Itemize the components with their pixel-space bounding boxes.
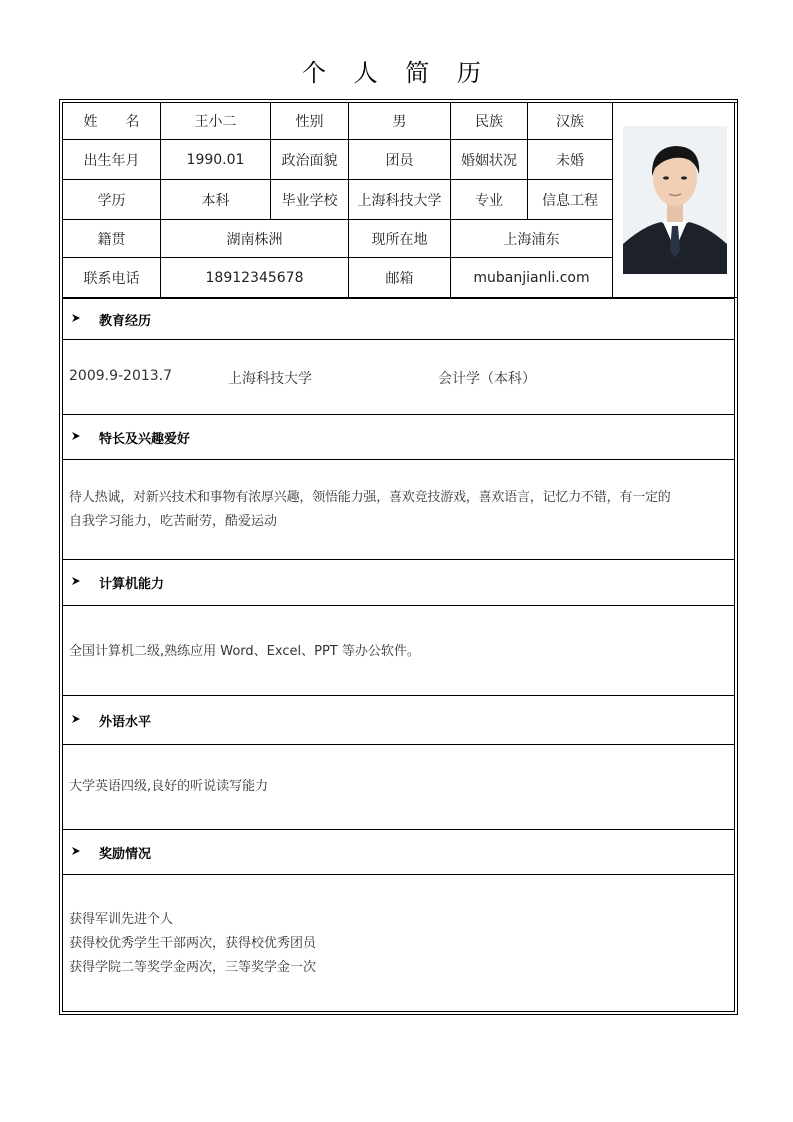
award-item: 获得校优秀学生干部两次，获得校优秀团员 xyxy=(69,936,317,951)
awards-heading: 奖励情况 xyxy=(99,846,152,862)
residence-value: 上海浦东 xyxy=(451,220,613,258)
education-period: 2009.9-2013.7 xyxy=(69,368,173,384)
computer-text: 全国计算机二级,熟练应用 Word、Excel、PPT 等办公软件。 xyxy=(69,644,420,659)
awards-section-header xyxy=(63,829,734,874)
phone-label: 联系电话 xyxy=(63,258,161,298)
ethnicity-value: 汉族 xyxy=(528,103,613,140)
hobbies-heading: 特长及兴趣爱好 xyxy=(99,431,191,447)
computer-section-body xyxy=(63,605,734,695)
chevron-right-icon xyxy=(71,713,83,728)
education-label: 学历 xyxy=(63,180,161,220)
gender-label: 性别 xyxy=(271,103,349,140)
school-value: 上海科技大学 xyxy=(349,180,451,220)
page-title: 个 人 简 历 xyxy=(302,59,491,87)
hobbies-text-line: 待人热诚，对新兴技术和事物有浓厚兴趣，领悟能力强，喜欢竞技游戏，喜欢语言，记忆力不错，有一定的 xyxy=(69,490,671,505)
major-value: 信息工程 xyxy=(528,180,613,220)
email-value: mubanjianli.com xyxy=(451,258,613,298)
education-school: 上海科技大学 xyxy=(228,371,312,387)
chevron-right-icon xyxy=(71,575,83,590)
profile-photo xyxy=(623,126,727,274)
language-text: 大学英语四级,良好的听说读写能力 xyxy=(69,779,269,794)
political-label: 政治面貌 xyxy=(271,140,349,180)
computer-section-header xyxy=(63,559,734,605)
origin-value: 湖南株洲 xyxy=(161,220,349,258)
birth-value: 1990.01 xyxy=(161,140,271,180)
education-section-header xyxy=(63,298,734,339)
education-section-body xyxy=(63,339,734,414)
photo-cell xyxy=(613,103,738,298)
language-section-header xyxy=(63,695,734,744)
marital-value: 未婚 xyxy=(528,140,613,180)
education-major: 会计学（本科） xyxy=(438,371,536,387)
residence-label: 现所在地 xyxy=(349,220,451,258)
ethnicity-label: 民族 xyxy=(451,103,528,140)
hobbies-section-header xyxy=(63,414,734,459)
hobbies-section-body xyxy=(63,459,734,559)
award-item: 获得学院二等奖学金两次，三等奖学金一次 xyxy=(69,960,317,975)
language-section-body xyxy=(63,744,734,829)
basic-info-table xyxy=(62,102,738,298)
chevron-right-icon xyxy=(71,845,83,860)
school-label: 毕业学校 xyxy=(271,180,349,220)
chevron-right-icon xyxy=(71,430,83,445)
name-value: 王小二 xyxy=(161,103,271,140)
political-value: 团员 xyxy=(349,140,451,180)
info-row xyxy=(63,103,738,140)
birth-label: 出生年月 xyxy=(63,140,161,180)
email-label: 邮箱 xyxy=(349,258,451,298)
awards-section-body xyxy=(63,874,734,1011)
resume-frame xyxy=(59,99,738,1015)
award-item: 获得军训先进个人 xyxy=(69,912,174,927)
hobbies-text-line: 自我学习能力，吃苦耐劳，酷爱运动 xyxy=(69,514,278,529)
gender-value: 男 xyxy=(349,103,451,140)
education-heading: 教育经历 xyxy=(99,313,152,329)
marital-label: 婚姻状况 xyxy=(451,140,528,180)
education-value: 本科 xyxy=(161,180,271,220)
origin-label: 籍贯 xyxy=(63,220,161,258)
resume-inner xyxy=(62,102,735,1012)
phone-value: 18912345678 xyxy=(161,258,349,298)
computer-heading: 计算机能力 xyxy=(99,577,165,592)
language-heading: 外语水平 xyxy=(99,714,152,730)
major-label: 专业 xyxy=(451,180,528,220)
name-label: 姓 名 xyxy=(63,103,161,140)
chevron-right-icon xyxy=(71,312,83,327)
